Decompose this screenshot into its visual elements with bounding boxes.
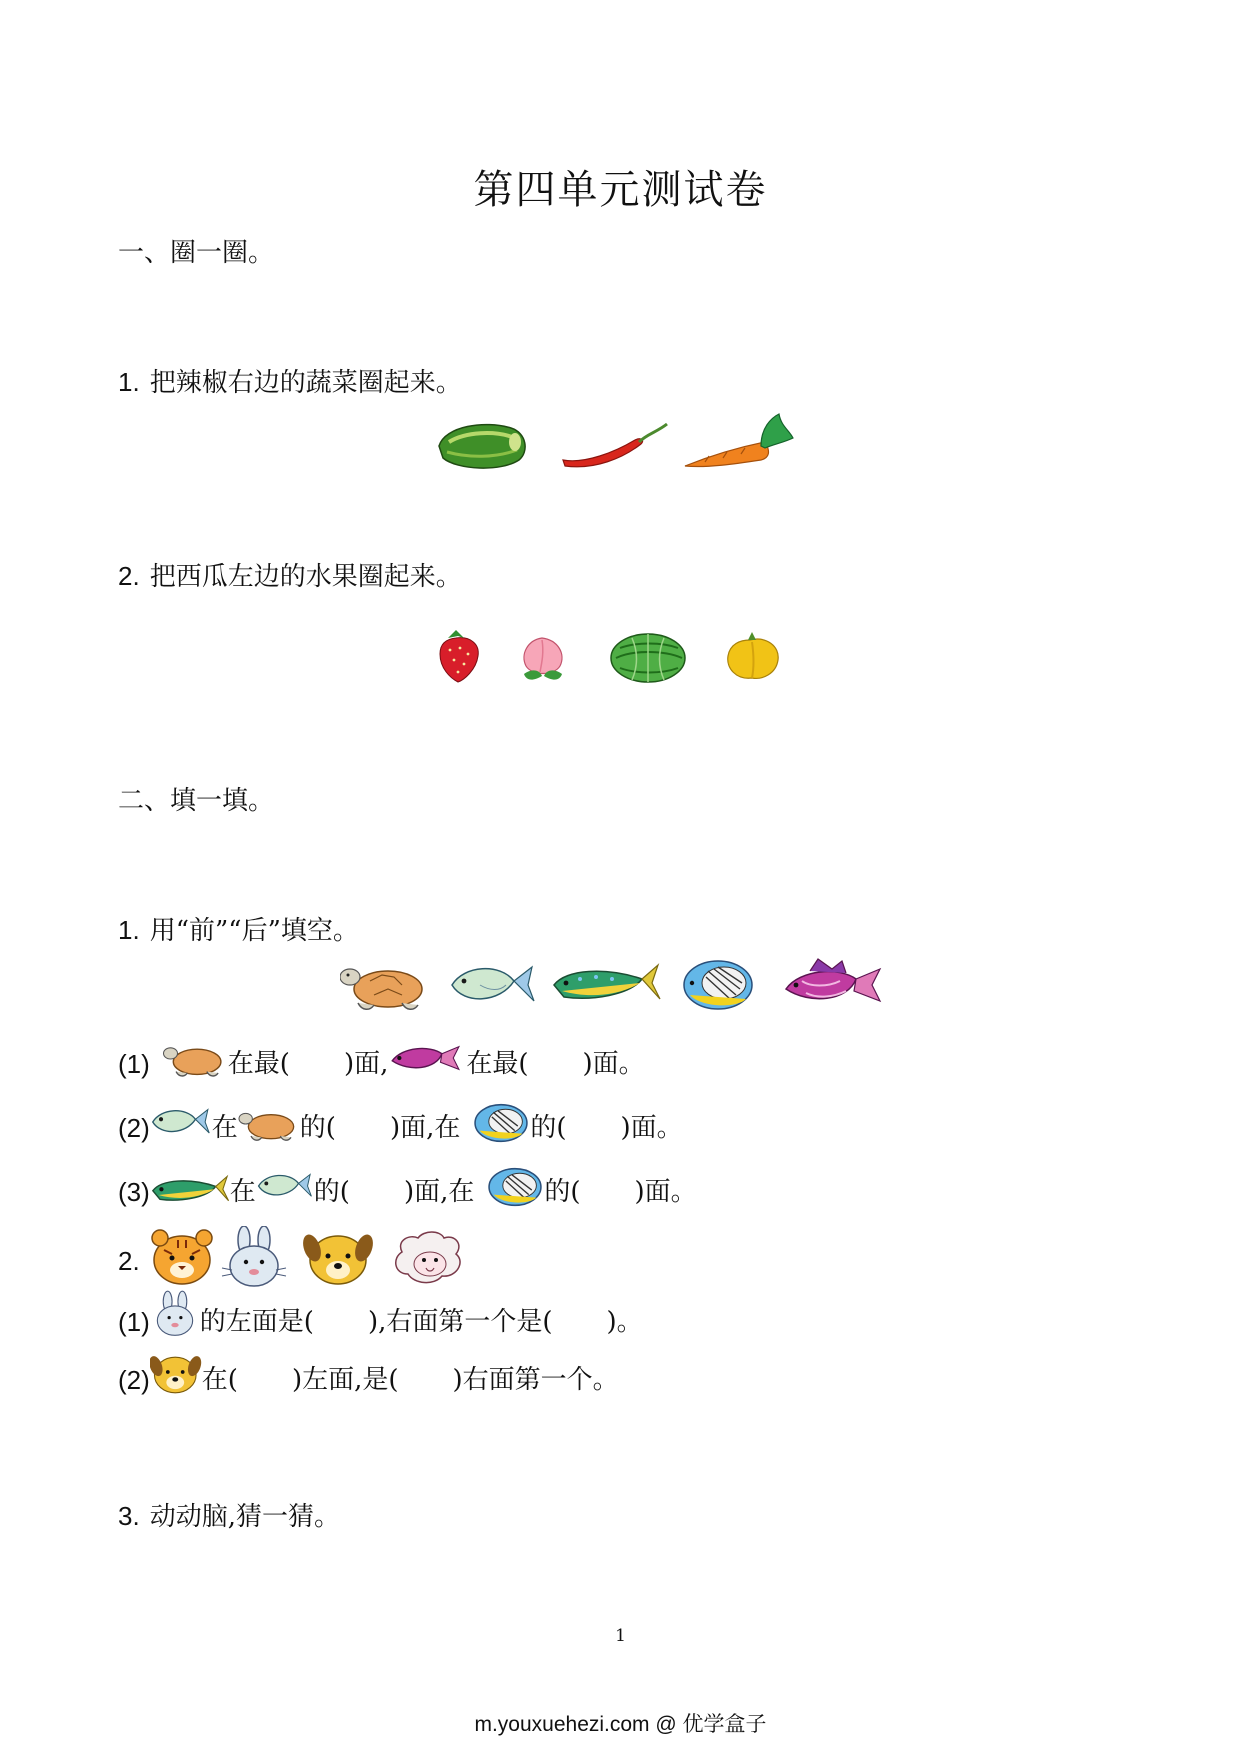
text-segment: 在最(	[466, 1049, 529, 1079]
purple-fish-icon	[388, 1036, 466, 1080]
pomfret-fish-icon	[256, 1164, 314, 1208]
text-segment: 在	[211, 1113, 238, 1143]
page-title: 第四单元测试卷	[473, 167, 768, 213]
item-label: (3)	[118, 1177, 150, 1207]
text-segment: )面。	[634, 1177, 697, 1207]
fill-line-2	[118, 1098, 683, 1144]
text-segment: 的(	[313, 1177, 350, 1207]
text-segment: )面,在	[403, 1177, 475, 1207]
question-text: 用“前”“后”填空。	[149, 916, 359, 946]
fill-line-q2-2	[118, 1352, 619, 1396]
section2-q1	[118, 910, 359, 947]
item-label: (1)	[118, 1049, 150, 1079]
text-segment: 的(	[544, 1177, 581, 1207]
mahi-fish-icon	[150, 1172, 230, 1208]
turtle-icon	[340, 969, 422, 1009]
rabbit-icon	[222, 1226, 286, 1286]
pomfret-fish-icon	[452, 967, 534, 1001]
striped-fish-icon	[684, 961, 752, 1009]
question-text: 动动脑,猜一猜。	[149, 1502, 340, 1532]
fill-line-q2-1	[118, 1290, 643, 1338]
yellow-pepper-icon	[728, 632, 778, 678]
item-label: (2)	[118, 1365, 150, 1395]
chili-pepper-icon	[563, 424, 667, 467]
tiger-icon	[152, 1230, 212, 1284]
text-segment: )左面,是(	[291, 1365, 399, 1395]
sea-animals-row	[340, 955, 900, 1015]
text-segment: )面,	[343, 1049, 389, 1079]
fill-line-3	[118, 1162, 697, 1208]
question-number: 3.	[118, 1501, 140, 1531]
striped-fish-icon	[472, 1102, 530, 1144]
dog-icon	[150, 1354, 202, 1396]
text-segment: )右面第一个。	[452, 1365, 619, 1395]
text-segment: )面。	[582, 1049, 645, 1079]
peach-icon	[524, 638, 562, 680]
footer-watermark: m.youxuehezi.com @ 优学盒子	[474, 1713, 767, 1736]
question-text: 把辣椒右边的蔬菜圈起来。	[149, 368, 462, 398]
striped-fish-icon	[486, 1166, 544, 1208]
rabbit-icon	[150, 1290, 200, 1338]
strawberry-icon	[440, 630, 478, 682]
text-segment: ),右面第一个是(	[367, 1307, 553, 1337]
text-segment: 在最(	[227, 1049, 290, 1079]
section1-q2	[118, 556, 462, 593]
fill-line-1	[118, 1034, 645, 1080]
text-segment: 的(	[530, 1113, 567, 1143]
section1-q1	[118, 362, 462, 399]
watermelon-icon	[611, 634, 685, 682]
text-segment: 在	[229, 1177, 256, 1207]
turtle-icon	[162, 1038, 228, 1080]
cucumber-icon	[439, 425, 525, 468]
text-segment: )面,在	[389, 1113, 461, 1143]
purple-fish-icon	[786, 959, 880, 1001]
question-number: 1.	[118, 915, 140, 945]
sheep-icon	[396, 1232, 460, 1283]
text-segment: 的(	[299, 1113, 336, 1143]
vegetables-row	[435, 412, 795, 474]
text-segment: )面。	[620, 1113, 683, 1143]
turtle-icon	[238, 1104, 300, 1144]
item-label: (2)	[118, 1113, 150, 1143]
question-text: 把西瓜左边的水果圈起来。	[149, 562, 462, 592]
item-label: (1)	[118, 1307, 150, 1337]
question-number: 1.	[118, 367, 140, 397]
section2-q3	[118, 1496, 340, 1533]
section2-heading: 二、填一填。	[118, 786, 275, 816]
mahi-fish-icon	[554, 965, 660, 999]
text-segment: 在(	[201, 1365, 238, 1395]
text-segment: 的左面是(	[199, 1307, 314, 1337]
pomfret-fish-icon	[150, 1100, 212, 1144]
animal-faces-row	[150, 1226, 500, 1288]
text-segment: )。	[606, 1307, 643, 1337]
question-number: 2.	[118, 1246, 140, 1276]
page-number: 1	[615, 1626, 626, 1646]
fruits-row	[436, 628, 796, 684]
dog-icon	[300, 1232, 377, 1284]
carrot-icon	[685, 414, 793, 467]
section2-q2	[118, 1246, 150, 1277]
section1-heading: 一、圈一圈。	[118, 238, 275, 268]
question-number: 2.	[118, 561, 140, 591]
